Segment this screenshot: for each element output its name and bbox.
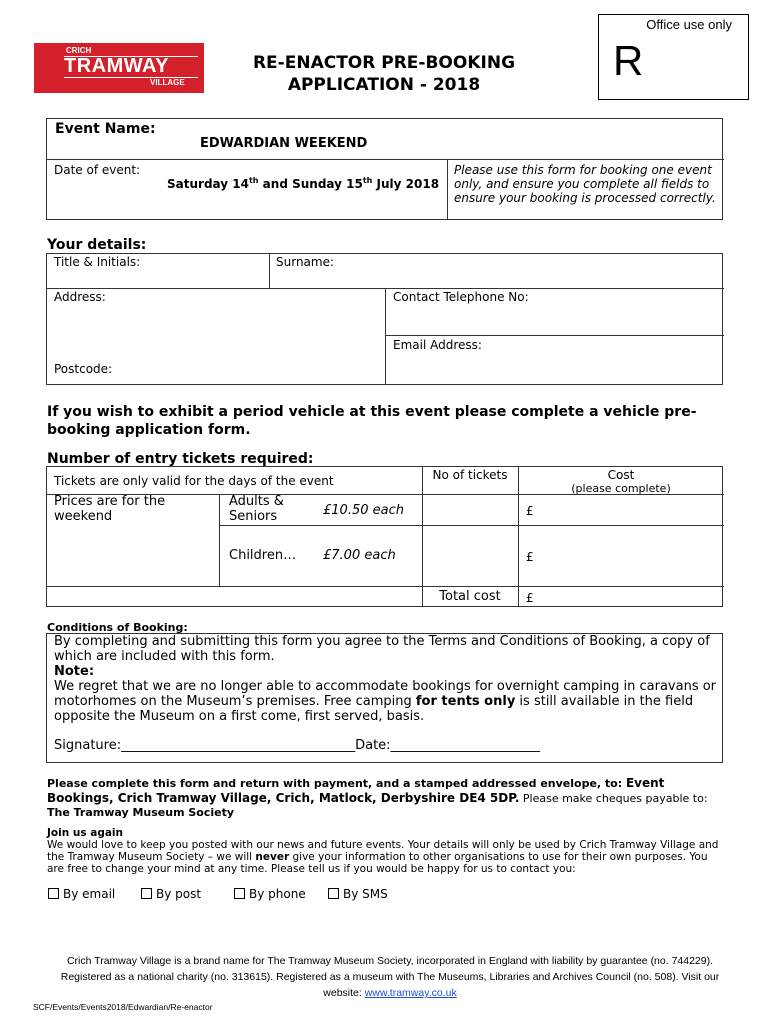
tickets-table <box>46 466 723 607</box>
logo-main-text: TRAMWAY <box>64 55 169 77</box>
signature-date-line[interactable]: Signature:____________________________________Date:_______________________ <box>54 738 541 753</box>
tickets-row-line-2 <box>219 525 724 526</box>
join-us-text: We would love to keep you posted with our news and future events. Your details will only be used by Crich Tramway Village and the Tramway Museum Society – we will never give your information to other organisations to use for their own purposes. You are free to change your mind at any time. Please tell us if you would be happy for us to contact you: <box>47 839 719 875</box>
logo-top-text: CRICH <box>66 46 92 55</box>
postcode-field[interactable]: Postcode: <box>54 362 113 376</box>
event-date-value: Saturday 14th and Sunday 15th July 2018 <box>167 176 440 191</box>
footer <box>30 953 750 1001</box>
event-date-label: Date of event: <box>54 163 141 177</box>
footer-company-line: Crich Tramway Village is a brand name for The Tramway Museum Society, incorporated in England with liability by guarantee (no. 744229). <box>66 955 714 967</box>
event-box <box>46 118 723 220</box>
tickets-row-line-3 <box>47 586 724 587</box>
contact-by-phone[interactable]: By phone <box>234 887 306 901</box>
details-divider-h2 <box>385 335 724 336</box>
adults-tickets-input[interactable] <box>427 497 513 521</box>
crich-tramway-logo <box>34 43 204 93</box>
form-title-line2: APPLICATION - 2018 <box>287 75 481 95</box>
checkbox-post[interactable] <box>141 888 152 899</box>
event-name-label: Event Name: <box>55 121 156 137</box>
details-divider-v2 <box>385 288 386 385</box>
email-field[interactable]: Email Address: <box>393 338 482 352</box>
contact-by-email[interactable]: By email <box>48 887 115 901</box>
footer-charity-line: Registered as a national charity (no. 313615). Registered as a museum with The Museums, Libraries and Archives Council (no. 508). Visit our <box>60 971 720 983</box>
conditions-agreement: By completing and submitting this form you agree to the Terms and Conditions of Booking, a copy of which are included with this form. <box>54 634 710 664</box>
logo-bottom-text: VILLAGE <box>150 78 185 87</box>
office-use-label: Office use only <box>646 17 732 32</box>
website-link[interactable]: www.tramway.co.uk <box>364 987 457 999</box>
surname-field[interactable]: Surname: <box>276 255 335 269</box>
children-price: £7.00 each <box>323 548 396 563</box>
join-us-heading: Join us again <box>47 827 123 839</box>
return-instructions: Please complete this form and return with payment, and a stamped addressed envelope, to: Event Bookings, Crich Tramway Village, Crich, Matlock, Derbyshire DE4 5DP. Please make cheques payable to: The Tramway Museum Society <box>47 776 708 819</box>
conditions-box <box>46 633 723 763</box>
col-header-no-tickets: No of tickets <box>432 468 508 482</box>
details-heading: Your details: <box>47 237 147 253</box>
office-use-code: R <box>613 37 644 84</box>
form-title-line1: RE-ENACTOR PRE-BOOKING <box>252 53 516 73</box>
document-reference: SCF/Events/Events2018/Edwardian/Re-enactor <box>33 1002 213 1012</box>
event-divider-h <box>47 159 724 160</box>
address-field[interactable]: Address: <box>54 290 106 304</box>
office-use-box <box>598 14 749 100</box>
event-name-value: EDWARDIAN WEEKEND <box>200 136 368 151</box>
details-box <box>46 253 723 385</box>
contact-by-post[interactable]: By post <box>141 887 201 901</box>
event-divider-v <box>447 159 448 220</box>
event-booking-note: Please use this form for booking one event only, and ensure you complete all fields to ensure your booking is processed correctly. <box>454 163 716 205</box>
total-cost-label: Total cost <box>439 589 501 604</box>
conditions-note-label: Note: <box>54 664 95 679</box>
ticket-validity-note: Tickets are only valid for the days of the event <box>54 474 334 488</box>
adults-label: Adults & Seniors <box>229 494 284 524</box>
conditions-heading: Conditions of Booking: <box>47 621 188 634</box>
tickets-col-line-0 <box>219 494 220 587</box>
col-header-cost-sub: (please complete) <box>571 482 671 495</box>
contact-phone-field[interactable]: Contact Telephone No: <box>393 290 529 304</box>
checkbox-email[interactable] <box>48 888 59 899</box>
title-initials-field[interactable]: Title & Initials: <box>54 255 141 269</box>
total-cost-field[interactable]: £ <box>526 591 534 605</box>
tickets-heading: Number of entry tickets required: <box>47 451 314 467</box>
adults-cost-field[interactable]: £ <box>526 504 534 518</box>
children-cost-field[interactable]: £ <box>526 550 534 564</box>
join-us-section <box>47 827 727 875</box>
form-title <box>214 52 554 96</box>
prices-label: Prices are for the weekend <box>54 494 166 524</box>
children-tickets-input[interactable] <box>427 529 513 583</box>
checkbox-sms[interactable] <box>328 888 339 899</box>
col-header-cost: Cost <box>607 468 635 482</box>
checkbox-phone[interactable] <box>234 888 245 899</box>
adults-price: £10.50 each <box>323 503 404 518</box>
details-divider-v1 <box>269 254 270 288</box>
vehicle-notice: If you wish to exhibit a period vehicle at this event please complete a vehicle pre-booking application form. <box>47 404 697 438</box>
children-label: Children… <box>229 548 297 563</box>
contact-by-sms[interactable]: By SMS <box>328 887 388 901</box>
conditions-note: We regret that we are no longer able to accommodate bookings for overnight camping in caravans or motorhomes on the Museum’s premises. Free camping for tents only is still available in the field opposite the Museum on a first come, first served, basis. <box>54 679 717 724</box>
footer-website-line: website: www.tramway.co.uk <box>323 987 457 999</box>
conditions-text <box>54 634 720 724</box>
